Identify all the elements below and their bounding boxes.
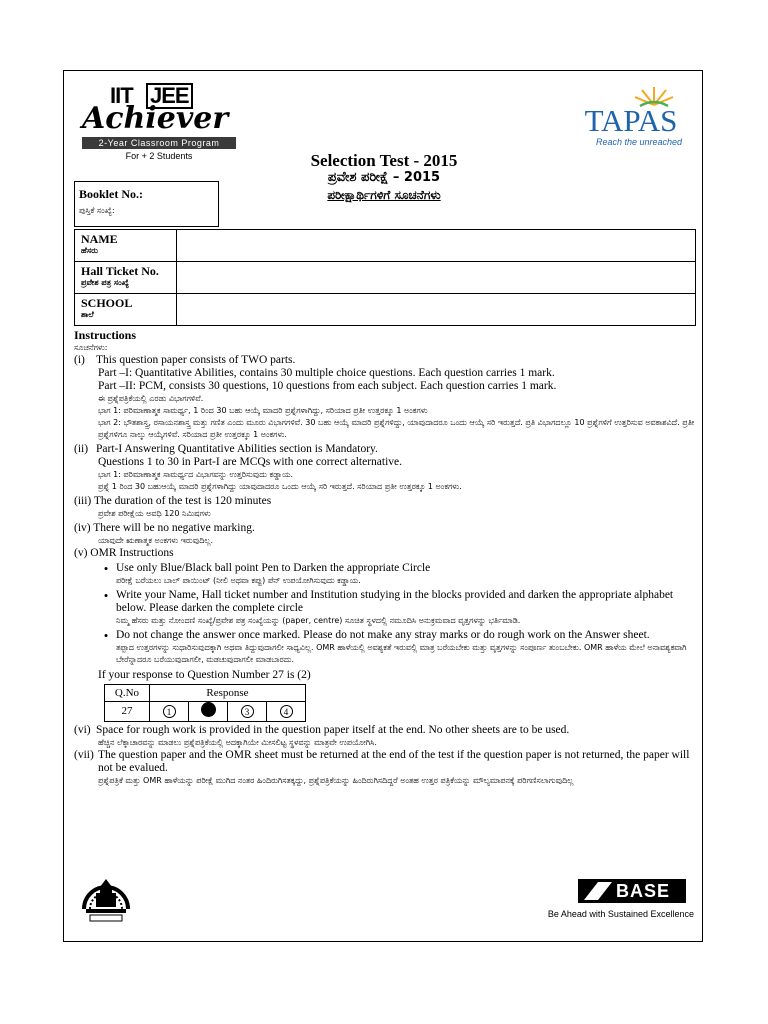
part-1-text: Part –I: Quantitative Abilities, contains 30 multiple choice questions. Each question carries 1 mark. — [98, 367, 555, 379]
exam-cover-sheet — [63, 70, 703, 942]
instruction-i-kannada-2: ಭಾಗ 1: ಪರಿಮಾಣಾತ್ಮಕ ಸಾಮರ್ಥ್ಯ, 1 ರಿಂದ 30 ಬಹು ಆಯ್ಕೆ ಮಾದರಿ ಪ್ರಶ್ನೆಗಳಾಗಿದ್ದು, ಸರಿಯಾದ ಪ್ರತೀ ಉತ್ತರಕ್ಕೂ 1 ಅಂಕಗಳು — [98, 406, 428, 415]
hall-ticket-label-cell — [75, 262, 177, 294]
instruction-text: The question paper and the OMR sheet must be returned at the end of the test if the question paper is not returned, the paper will not be evalued. — [98, 749, 690, 774]
instructions-title-kannada: ಪರೀಕ್ಷಾರ್ಥಿಗಳಿಗೆ ಸೂಚನೆಗಳು — [327, 188, 441, 202]
instructions-section — [74, 329, 696, 787]
tapas-name: TAPAS — [584, 103, 678, 138]
instruction-v: (v) OMR Instructions — [74, 547, 174, 559]
page-title: Selection Test - 2015 — [310, 151, 458, 170]
instruction-vi-kannada: ಹೆಚ್ಚಿನ ಲೆಕ್ಕಾಚಾರವನ್ನು ಮಾಡಲು ಪ್ರಶ್ನೆಪತ್ರಿಕೆಯಲ್ಲಿ ಅದಕ್ಕಾಗಿಯೇ ಮೀಸಲಿಟ್ಟ ಸ್ಥಳವನ್ನು ಮಾತ್ರವೇ ಉಪಯೋಗಿಸಿ. — [98, 738, 377, 747]
name-label-kannada: ಹೆಸರು — [81, 246, 98, 255]
tapas-tagline: Reach the unreached — [595, 137, 683, 147]
omr-example-text: If your response to Question Number 27 is (2) — [98, 669, 311, 681]
omr-bullet-3-kannada: ತಪ್ಪಾದ ಉತ್ತರಗಳನ್ನು ಸುಧಾರಿಸುವುದಕ್ಕಾಗಿ ಅಥವಾ ತಿದ್ದುವುದಾಗಲೀ ಸಾಧ್ಯವಿಲ್ಲ. OMR ಹಾಳೆಯಲ್ಲಿ ಅವಶ್ಯಕತೆ ಇರುವಲ್ಲಿ ಮಾತ್ರ ಬರೆಯಬೇಕು ಮತ್ತು ವೃತ್ತಗಳನ್ನು ಸಂಪೂರ್ಣ ತುಂಬಬೇಕು. OMR ಹಾಳೆಯ ಮೇಲೆ ಅನಾವಶ್ಯಕವಾಗಿ ಬೇರೆನ್ನಾದರೂ ಬರೆಯುವುದಾಗಲೀ, ಮಡಚುವುದಾಗಲೀ ಮಾಡಬಾರದು. — [116, 643, 687, 664]
karnataka-emblem-icon — [80, 869, 132, 925]
omr-bubble-filled[interactable] — [201, 702, 216, 717]
omr-option-cell — [267, 702, 306, 722]
instructions-heading: Instructions — [74, 328, 137, 342]
omr-bullet-1 — [74, 562, 696, 587]
name-label: NAME — [81, 232, 118, 246]
instruction-text: Part-I Answering Quantitative Abilities section is Mandatory. — [96, 443, 378, 455]
booklet-number-box[interactable] — [74, 181, 219, 227]
name-row — [75, 230, 696, 262]
base-swoosh-icon — [584, 882, 612, 900]
logo-students-text: For + 2 Students — [125, 151, 193, 161]
name-label-cell — [75, 230, 177, 262]
instruction-number: (i) — [74, 354, 85, 366]
logo-iit-text: IIT — [110, 83, 133, 108]
omr-option-cell — [150, 702, 189, 722]
instructions-heading-kannada: ಸೂಚನೆಗಳು: — [74, 343, 108, 352]
instruction-text: Space for rough work is provided in the question paper itself at the end. No other sheets are to be used. — [96, 724, 570, 736]
bullet-icon: • — [103, 588, 109, 603]
base-tagline: Be Ahead with Sustained Excellence — [547, 909, 694, 919]
omr-bullet-1-text: Use only Blue/Black ball point Pen to Darken the appropriate Circle — [116, 562, 431, 574]
name-field[interactable] — [177, 230, 696, 262]
instruction-iv-kannada: ಯಾವುದೇ ಋಣಾತ್ಮಕ ಅಂಕಗಳು ಇರುವುದಿಲ್ಲ. — [98, 536, 214, 545]
omr-bullet-2-kannada: ನಿಮ್ಮ ಹೆಸರು ಮತ್ತು ನೋಂದಣಿ ಸಂಖ್ಯೆ/ಪ್ರವೇಶ ಪತ್ರ ಸಂಖ್ಯೆಯನ್ನು (paper, centre) ಸೂಚಿತ ಸ್ಥಳದಲ್ಲಿ ನಮೂದಿಸಿ ಅನುಕ್ರಮವಾದ ವೃತ್ತಗಳನ್ನು ಭರ್ತಿಮಾಡಿ. — [116, 616, 521, 625]
instruction-i — [74, 354, 696, 367]
school-label-kannada: ಶಾಲೆ — [81, 310, 94, 319]
instruction-iv: (iv) There will be no negative marking. — [74, 522, 255, 534]
school-label: SCHOOL — [81, 296, 133, 310]
tapas-logo — [572, 85, 692, 149]
omr-bubble[interactable]: 1 — [163, 705, 176, 718]
part-2-text: Part –II: PCM, consists 30 questions, 10 questions from each subject. Each question carries 1 mark. — [98, 380, 557, 392]
omr-example-table — [104, 684, 306, 722]
school-field[interactable] — [177, 294, 696, 326]
instruction-number: (vii) — [74, 749, 94, 761]
logo-program-band: 2-Year Classroom Program — [82, 137, 236, 149]
omr-option-cell — [189, 702, 228, 722]
omr-option-cell — [228, 702, 267, 722]
hall-ticket-label: Hall Ticket No. — [81, 264, 159, 278]
bullet-icon: • — [103, 628, 109, 643]
instruction-ii-kannada-2: ಪ್ರಶ್ನೆ 1 ರಿಂದ 30 ಬಹುಆಯ್ಕೆ ಮಾದರಿ ಪ್ರಶ್ನೆಗಳಾಗಿದ್ದು ಯಾವುದಾದರೂ ಒಂದು ಆಯ್ಕೆ ಸರಿ ಇರುತ್ತದೆ. ಸರಿಯಾದ ಪ್ರತೀ ಉತ್ತರಕ್ಕೂ 1 ಅಂಕಗಳು. — [98, 482, 462, 491]
omr-bubble[interactable]: 3 — [241, 705, 254, 718]
instruction-ii — [74, 443, 696, 456]
page-title-kannada: ಪ್ರವೇಶ ಪರೀಕ್ಷೆ – 2015 — [327, 170, 441, 185]
bullet-icon: • — [103, 561, 109, 576]
school-row — [75, 294, 696, 326]
omr-qno-value: 27 — [105, 702, 150, 722]
logo-achiever-text: Achiever — [82, 101, 229, 136]
hall-ticket-row — [75, 262, 696, 294]
omr-qno-header: Q.No — [105, 685, 150, 702]
omr-response-header: Response — [150, 685, 306, 702]
instruction-vii — [74, 749, 696, 775]
school-label-cell — [75, 294, 177, 326]
instruction-text: This question paper consists of TWO parts. — [96, 354, 296, 366]
omr-bullet-2 — [74, 589, 696, 627]
omr-bullet-1-kannada: ಪರೀಕ್ಷೆ ಬರೆಯಲು ಬಾಲ್ ಪಾಯಿಂಟ್ (ನೀಲಿ ಅಥವಾ ಕಪ್ಪು) ಪೆನ್ ಉಪಯೋಗಿಸುವುದು ಕಡ್ಡಾಯ. — [116, 576, 361, 585]
candidate-info-table — [74, 229, 696, 326]
instruction-iii: (iii) The duration of the test is 120 minutes — [74, 495, 272, 507]
instruction-ii-text-2: Questions 1 to 30 in Part-I are MCQs with one correct alternative. — [98, 456, 403, 468]
base-logo — [534, 879, 694, 929]
instruction-vi — [74, 724, 696, 737]
base-name: BASE — [616, 881, 671, 901]
instruction-number: (vi) — [74, 724, 91, 736]
instruction-iii-kannada: ಪ್ರವೇಶ ಪರೀಕ್ಷೆಯ ಅವಧಿ 120 ನಿಮಿಷಗಳು — [98, 509, 211, 518]
omr-bullet-2-text: Write your Name, Hall ticket number and Institution studying in the blocks provided and darken the appropriate alphabet below. Please darken the complete circle — [116, 589, 674, 614]
logo-jee-text: JEE — [146, 83, 193, 109]
omr-bullet-3 — [74, 629, 696, 666]
omr-bullet-3-text: Do not change the answer once marked. Please do not make any stray marks or do rough work on the Answer sheet. — [116, 629, 650, 641]
instruction-vii-kannada: ಪ್ರಶ್ನೆಪತ್ರಿಕೆ ಮತ್ತು OMR ಹಾಳೆಯನ್ನು ಪರೀಕ್ಷೆ ಮುಗಿದ ನಂತರ ಹಿಂದಿರುಗಿಸತಕ್ಕದ್ದು, ಪ್ರಶ್ನೆಪತ್ರಿಕೆಯನ್ನು ಹಿಂದಿರುಗಿಸದಿದ್ದರೆ ಅಂತಹ ಉತ್ತರ ಪತ್ರಿಕೆಯನ್ನು ಮೌಲ್ಯಮಾಪನಕ್ಕೆ ಪರಿಗಣಿಸಲಾಗುವುದಿಲ್ಲ — [98, 776, 574, 785]
hall-ticket-label-kannada: ಪ್ರವೇಶ ಪತ್ರ ಸಂಖ್ಯೆ — [81, 278, 129, 287]
hall-ticket-field[interactable] — [177, 262, 696, 294]
instruction-number: (ii) — [74, 443, 89, 455]
instruction-i-kannada-1: ಈ ಪ್ರಶ್ನೆಪತ್ರಿಕೆಯಲ್ಲಿ ಎರಡು ವಿಭಾಗಗಳಿವೆ. — [98, 394, 204, 403]
omr-bubble[interactable]: 4 — [280, 705, 293, 718]
booklet-label-kannada: ಪುಸ್ತಿಕೆ ಸಂಖ್ಯೆ: — [79, 206, 115, 215]
instruction-i-kannada-3: ಭಾಗ 2: ಭೌತಶಾಸ್ತ್ರ, ರಸಾಯನಶಾಸ್ತ್ರ ಮತ್ತು ಗಣಿತ ಎಂದು ಮೂರು ವಿಭಾಗಗಳಿವೆ. 30 ಬಹು ಆಯ್ಕೆ ಮಾದರಿ ಪ್ರಶ್ನೆಗಳಿದ್ದು, ಯಾವುದಾದರೂ ಒಂದು ಆಯ್ಕೆ ಸರಿ ಇರುತ್ತದೆ. ಪ್ರತಿ ವಿಭಾಗದಲ್ಲೂ 10 ಪ್ರಶ್ನೆಗಳಿಗೆ ಉತ್ತರಿಸುವ ಅವಕಾಶವಿದೆ. ಪ್ರತೀ ಪ್ರಶ್ನೆಗಳಿಗೂ ನಾಲ್ಕು ಆಯ್ಕೆಗಳಿವೆ. ಸರಿಯಾದ ಪ್ರತೀ ಉತ್ತರಕ್ಕೂ 1 ಅಂಕಗಳು. — [98, 418, 695, 439]
instruction-ii-kannada-1: ಭಾಗ 1: ಪರಿಮಾಣಾತ್ಮಕ ಸಾಮರ್ಥ್ಯದ ವಿಭಾಗವನ್ನು ಉತ್ತರಿಸುವುದು ಕಡ್ಡಾಯ. — [98, 470, 294, 479]
booklet-label: Booklet No.: — [79, 187, 143, 201]
base-logo-box — [578, 879, 686, 903]
